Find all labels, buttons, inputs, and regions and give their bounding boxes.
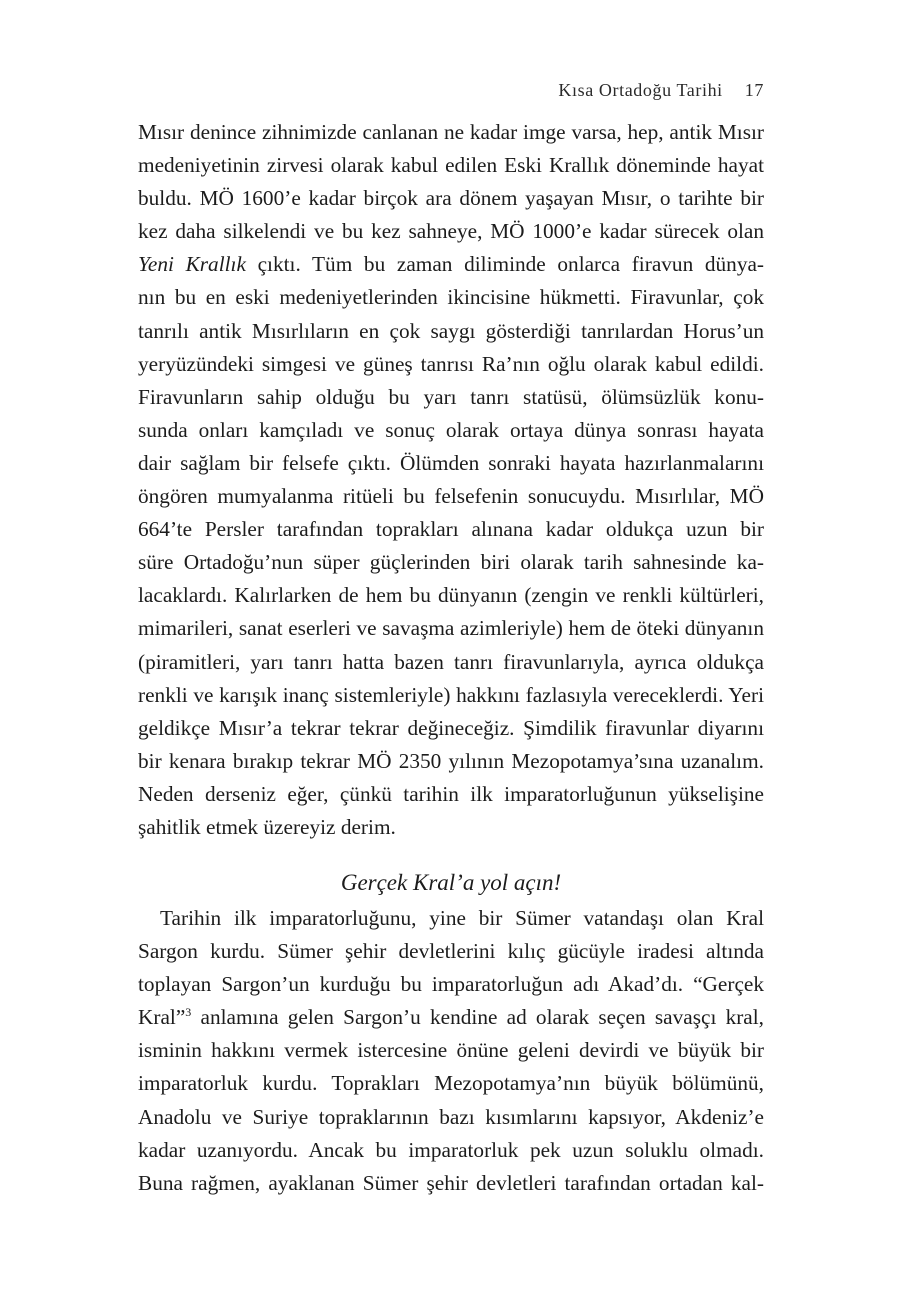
text-line: lacaklardı. Kalırlarken de hem bu dünyanın (zengin ve renkli kültürleri, [138, 583, 764, 608]
paragraph-1 [138, 116, 764, 844]
text-line: nın bu en eski medeniyetlerinden ikincisine hükmetti. Firavunlar, çok [138, 285, 764, 310]
text-line: isminin hakkını vermek istercesine önüne geleni devirdi ve büyük bir [138, 1038, 764, 1063]
text-line: mimarileri, sanat eserleri ve savaşma azimleriyle) hem de öteki dünyanın [138, 616, 764, 641]
text-line-rest: çıktı. Tüm bu zaman diliminde onlarca firavun dünya- [257, 252, 765, 277]
text-line: geldikçe Mısır’a tekrar tekrar değineceğiz. Şimdilik firavunlar diyarını [138, 715, 764, 740]
page-number: 17 [744, 80, 764, 100]
text-line: Anadolu ve Suriye topraklarının bazı kısımlarını kapsıyor, Akdeniz’e [138, 1104, 764, 1129]
text-line: (piramitleri, yarı tanrı hatta bazen tanrı firavunlarıyla, ayrıca oldukça [138, 649, 764, 674]
text-line: Firavunların sahip olduğu bu yarı tanrı statüsü, ölümsüzlük konu- [138, 384, 764, 409]
text-line: bir kenara bırakıp tekrar MÖ 2350 yılının Mezopotamya’sına uzanalım. [138, 748, 764, 773]
paragraph-2 [138, 902, 764, 1200]
text-line: öngören mumyalanma ritüeli bu felsefenin sonucuydu. Mısırlılar, MÖ [138, 484, 764, 509]
running-title: Kısa Ortadoğu Tarihi [558, 80, 723, 100]
text-line: sunda onları kamçıladı ve sonuç olarak ortaya dünya sonrası hayata [138, 417, 764, 442]
text-line: Buna rağmen, ayaklanan Sümer şehir devletleri tarafından ortadan kal- [138, 1170, 764, 1195]
section-heading: Gerçek Kral’a yol açın! [340, 870, 562, 895]
text-line: yeryüzündeki simgesi ve güneş tanrısı Ra’nın oğlu olarak kabul edildi. [138, 351, 764, 376]
text-line: kez daha silkelendi ve bu kez sahneye, MÖ 1000’e kadar sürecek olan [138, 219, 764, 244]
text-line: toplayan Sargon’un kurduğu bu imparatorluğun adı Akad’dı. “Gerçek [138, 972, 764, 997]
footnote-ref[interactable]: 3 [185, 1005, 192, 1020]
text-line [138, 248, 764, 281]
text-line-start: Kral” [138, 1005, 186, 1030]
running-head [558, 80, 764, 101]
text-line: imparatorluk kurdu. Toprakları Mezopotamya’nın büyük bölümünü, [138, 1071, 764, 1096]
italic-term: Yeni Krallık [138, 252, 246, 277]
text-line: dair sağlam bir felsefe çıktı. Ölümden sonraki hayata hazırlanmalarını [138, 450, 764, 475]
text-line-rest: anlamına gelen Sargon’u kendine ad olarak seçen savaşçı kral, [200, 1005, 764, 1030]
text-line: kadar uzanıyordu. Ancak bu imparatorluk pek uzun soluklu olmadı. [138, 1137, 764, 1162]
text-line: renkli ve karışık inanç sistemleriyle) hakkını fazlasıyla vereceklerdi. Yeri [138, 682, 764, 707]
text-line: şahitlik etmek üzereyiz derim. [138, 814, 396, 839]
text-line: buldu. MÖ 1600’e kadar birçok ara dönem yaşayan Mısır, o tarihte bir [138, 186, 764, 211]
text-line: tanrılı antik Mısırlıların en çok saygı gösterdiği tanrılardan Horus’un [138, 318, 764, 343]
text-line: Tarihin ilk imparatorluğunu, yine bir Sümer vatandaşı olan Kral [160, 906, 764, 930]
text-line: süre Ortadoğu’nun süper güçlerinden biri olarak tarih sahnesinde ka- [138, 550, 764, 575]
text-line: Neden derseniz eğer, çünkü tarihin ilk imparatorluğunun yükselişine [138, 781, 764, 806]
text-line: 664’te Persler tarafından toprakları alınana kadar oldukça uzun bir [138, 517, 764, 542]
text-line: Sargon kurdu. Sümer şehir devletlerini kılıç gücüyle iradesi altında [138, 939, 764, 964]
text-line [138, 1001, 764, 1034]
text-line: medeniyetinin zirvesi olarak kabul edilen Eski Krallık döneminde hayat [138, 153, 764, 178]
text-line: Mısır denince zihnimizde canlanan ne kadar imge varsa, hep, antik Mısır [138, 120, 764, 144]
